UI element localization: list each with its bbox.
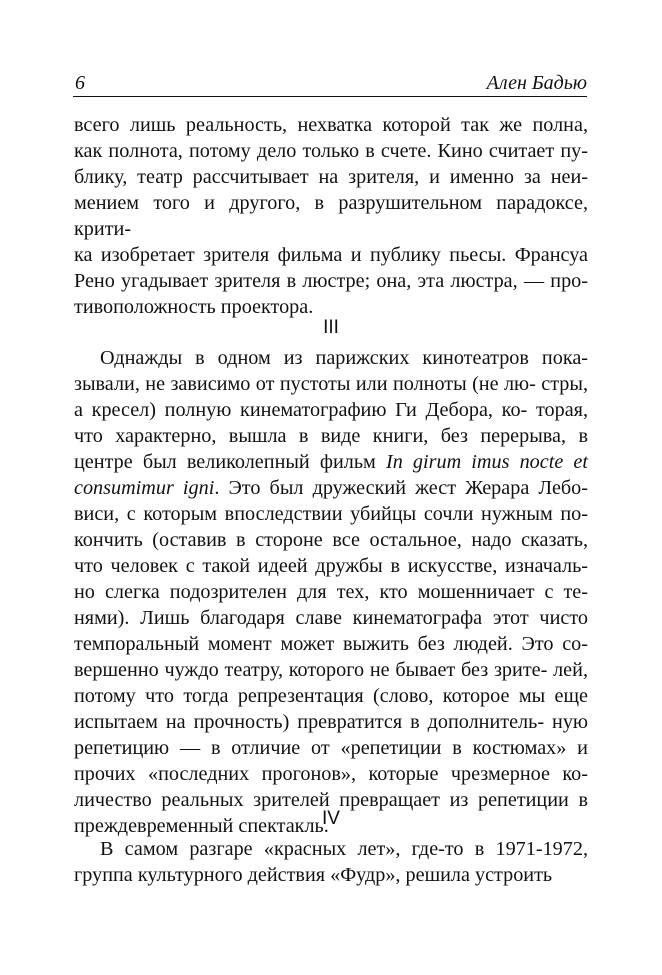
paragraph-1-line: как полнота, потому дело только в счете. Кино считает пу- bbox=[74, 140, 588, 162]
page-number: 6 bbox=[75, 72, 85, 94]
paragraph-section-3-text bbox=[74, 345, 588, 839]
paragraph-1 bbox=[74, 112, 588, 320]
paragraph-1-line: мением того и другого, в разрушительном парадоксе, крити- bbox=[74, 192, 588, 240]
paragraph-section-4 bbox=[74, 836, 588, 888]
section-heading-3: III bbox=[323, 317, 339, 338]
paragraph-section-4-text: В самом разгаре «красных лет», где-то в 1971-1972, группа культурного действия «Фудр», решила устроить bbox=[74, 838, 588, 886]
paragraph-1-line: тивоположность проектора. bbox=[74, 296, 314, 318]
running-head-author: Ален Бадью bbox=[486, 72, 587, 94]
paragraph-1-line: ка изобретает зрителя фильма и публику пьесы. Франсуа bbox=[74, 244, 588, 266]
paragraph-1-line: Рено угадывает зрителя в люстре; она, эта люстра, — про- bbox=[74, 270, 588, 292]
page-header bbox=[73, 72, 587, 97]
film-title: In girum imus nocte et consumimur igni bbox=[74, 451, 588, 499]
text-after-title: . Это был дружеский жест Жерара Лебо- виси, с которым впоследствии убийцы сочли нужным по- кончить (оставив в стороне все остальное, надо сказать, что человек с такой идеей дружбы в искусстве, изначаль- но слегка подозрителен для тех, кто мошенничает с те- нями). Лишь благодаря славе кинематографа этот чисто темпоральный момент может выжить без людей. Это со- вершенно чуждо театру, которого не бывает без зрите- лей, потому что тогда репрезентация (слово, которое мы еще испытаем на прочность) превратится в дополнитель- ную репетицию — в отличие от «репетиции в костюмах» и прочих «последних прогонов», которые чрезмерное ко- личество реальных зрителей превращает из репетиции в преждевременный спектакль. bbox=[74, 477, 588, 837]
section-heading-4: IV bbox=[322, 808, 340, 829]
text-before-title: Однажды в одном из парижских кинотеатров пока- зывали, не зависимо от пустоты или полноты (не лю- стры, а кресел) полную кинематографию Ги Дебора, ко- торая, что характерно, вышла в виде книги, без перерыва, в центре был великолепный фильм bbox=[74, 347, 588, 473]
paragraph-section-3 bbox=[74, 345, 588, 839]
paragraph-1-line: блику, театр рассчитывает на зрителя, и именно за неи- bbox=[74, 166, 588, 188]
paragraph-1-line: всего лишь реальность, нехватка которой так же полна, bbox=[74, 114, 588, 136]
